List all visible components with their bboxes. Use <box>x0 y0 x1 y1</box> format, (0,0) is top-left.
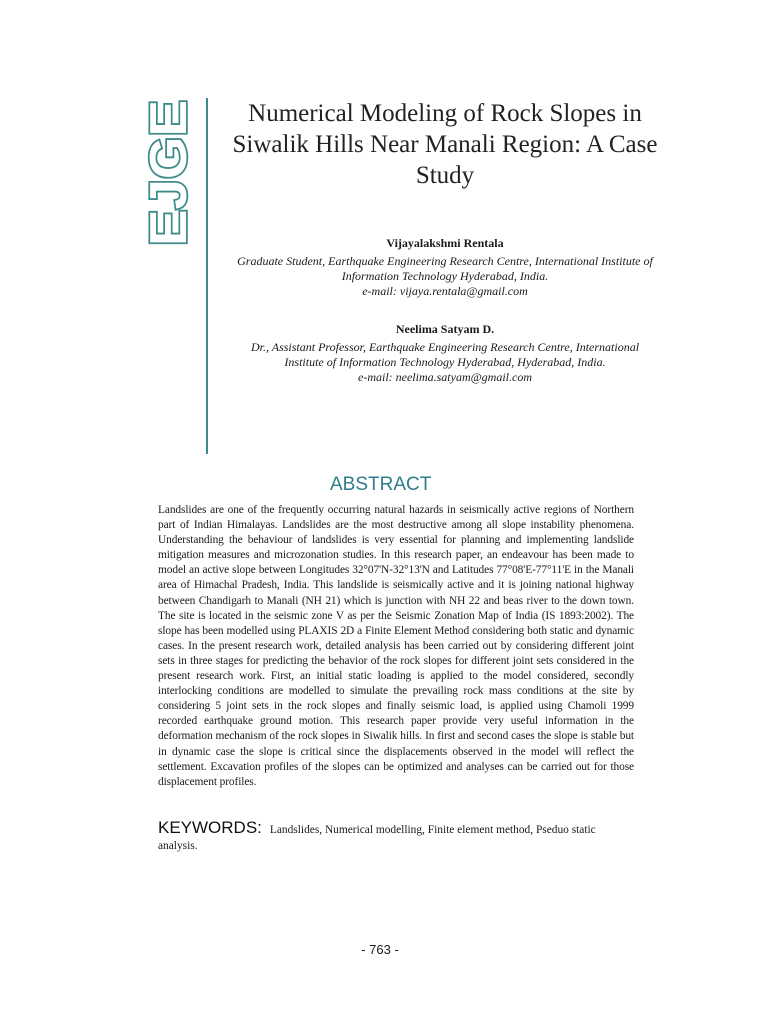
paper-title: Numerical Modeling of Rock Slopes in Siwalik Hills Near Manali Region: A Case Study <box>232 100 658 189</box>
abstract-heading: ABSTRACT <box>330 474 432 495</box>
author-email: e-mail: neelima.satyam@gmail.com <box>358 370 532 384</box>
ejge-logo-text: EJGE <box>140 107 198 246</box>
author-block-1 <box>230 236 660 299</box>
keywords-text: Landslides, Numerical modelling, Finite element method, Pseduo static analysis. <box>158 824 596 852</box>
keywords-block <box>158 820 634 854</box>
page-number: - 763 - <box>361 942 399 957</box>
author-affiliation: Dr., Assistant Professor, Earthquake Engineering Research Centre, International Institute of Information Technology Hyderabad, Hyderabad, India. <box>250 340 640 369</box>
keywords-heading: KEYWORDS: <box>158 818 262 837</box>
author-name: Vijayalakshmi Rentala <box>386 236 504 250</box>
abstract-text: Landslides are one of the frequently occurring natural hazards in seismically active regions of Northern part of Indian Himalayas. Landslides are the most destructive among all slope instability phenomena. Understanding the behaviour of landslides is very essential for planning and implementing landslide mitigation measures and microzonation studies. In this research paper, an endeavour has been made to model an active slope between Longitudes 32°07'N-32°13'N and Latitudes 77°08'E-77°11'E in the Manali area of Himachal Pradesh, India. This landslide is seismically active and it is joining national highway between Chandigarh to Manali (NH 21) which is junction with NH 22 and beas river to the down town. The site is located in the seismic zone V as per the Seismic Zonation Map of India (IS 1893:2002). The slope has been modelled using PLAXIS 2D a Finite Element Method considering both static and dynamic cases. In the present research work, detailed analysis has been carried out by considering different joint sets in three stages for predicting the behavior of the rock slopes for different joint sets considered in the present research work. First, an initial static loading is applied to the model considered, secondly interlocking conditions are modelled to simulate the prevailing rock mass conditions at the site by considering 5 joint sets in the rock slopes and finally seismic load, is applied using Chamoli 1999 recorded earthquake ground motion. This research paper provide very useful information in the deformation mechanism of the rock slopes in Siwalik hills. In first and second cases the slope is stable but in dynamic case the slope is critical since the displacements observed in the model will reflect the settlement. Excavation profiles of the slopes can be optimized and analyses can be carried out for those displacement profiles. <box>158 504 634 788</box>
author-name: Neelima Satyam D. <box>395 322 495 336</box>
ejge-logo <box>140 98 202 246</box>
header-rule <box>206 98 208 454</box>
author-block-2 <box>230 322 660 385</box>
author-affiliation: Graduate Student, Earthquake Engineering Research Centre, International Institute of Information Technology Hyderabad, India. <box>237 254 653 283</box>
author-email: e-mail: vijaya.rentala@gmail.com <box>362 284 528 298</box>
